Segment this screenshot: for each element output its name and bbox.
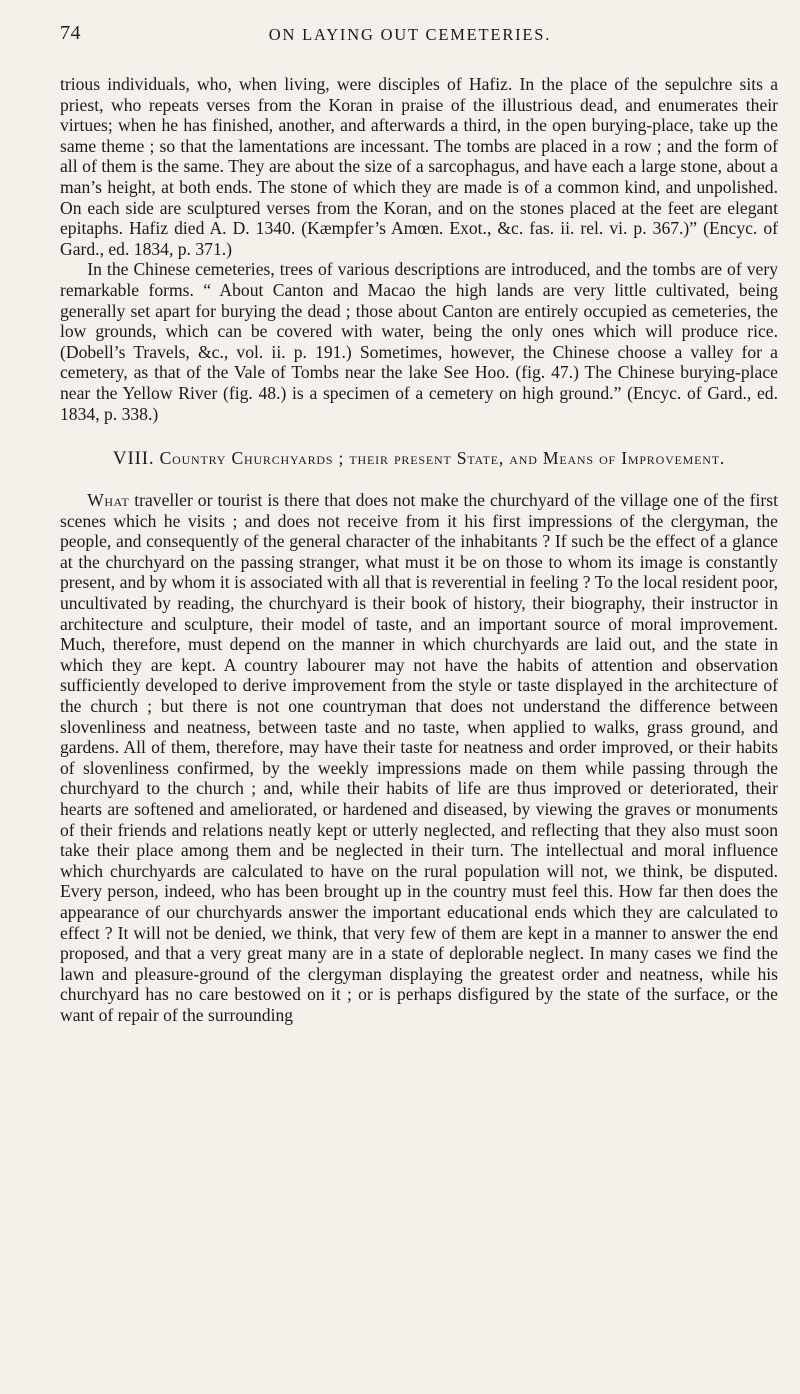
page-number: 74 [60,22,81,44]
running-title: ON LAYING OUT CEMETERIES. [268,25,552,44]
churchyard-paragraph [60,490,778,1025]
chinese-cemeteries-paragraph: In the Chinese cemeteries, trees of various descriptions are introduced, and the tombs are of very remarkable forms. “ About Canton and Macao the high lands are very little cultivated, being generally set apart for burying the dead ; those about Canton are entirely occupied as cemeteries, the low grounds, which can be covered with water, being the only ones which will produce rice. (Dobell’s Travels, &c., vol. ii. p. 191.) Sometimes, however, the Chinese choose a valley for a cemetery, as that of the Vale of Tombs near the lake See Hoo. (fig. 47.) The Chinese burying-place near the Yellow River (fig. 48.) is a specimen of a cemetery on high ground.” (Encyc. of Gard., ed. 1834, p. 338.) [60,259,778,424]
section-heading [60,448,778,469]
churchyard-paragraph-text: traveller or tourist is there that does not make the churchyard of the village one of the first scenes which he visits ; and does not receive from it his first impressions of the clergyman, the people, and consequently of the general character of the inhabitants ? If such be the effect of a glance at the churchyard on the passing stranger, what must it be on those to whom its image is constantly present, and by whom it is associated with all that is reverential in feeling ? To the local resident poor, uncultivated by reading, the churchyard is their book of history, their biography, their instructor in architecture and sculpture, their model of taste, and an important source of moral improvement. Much, therefore, must depend on the manner in which churchyards are laid out, and the state in which they are kept. A country labourer may not have the habits of attention and observation sufficiently developed to derive improvement from the style or taste displayed in the architecture of the church ; but there is not one countryman that does not understand the difference between slovenliness and neatness, between taste and no taste, when applied to walks, grass ground, and gardens. All of them, therefore, may have their taste for neatness and order improved, or their habits of slovenliness confirmed, by the weekly impressions made on them while passing through the churchyard to the church ; and, while their habits of life are thus improved or deteriorated, their hearts are softened and ameliorated, or hardened and diseased, by viewing the graves or monuments of their friends and relations neatly kept or utterly neglected, and reflecting that they also must soon take their place among them and be neglected in their turn. The intellectual and moral influence which churchyards are calculated to have on the rural population will not, we think, be disputed. Every person, indeed, who has been brought up in the country must feel this. How far then does the appearance of our churchyards answer the important educational ends which they are calculated to effect ? It will not be denied, we think, that very few of them are kept in a manner to answer the end proposed, and that a very great many are in a state of deplorable neglect. In many cases we find the lawn and pleasure-ground of the clergyman displaying the greatest order and neatness, while his churchyard has no care bestowed on it ; or is perhaps disfigured by the state of the surface, or the want of repair of the surrounding [60,490,778,1025]
section-title: Country Churchyards ; their present State, and Means of Improvement. [159,448,726,469]
section-numeral: VIII. [112,448,155,470]
body-text [60,74,778,1026]
section-body [60,490,778,1025]
running-head [60,22,760,52]
lead-word: What [87,490,130,511]
continued-paragraph: trious individuals, who, when living, were disciples of Hafiz. In the place of the sepulchre sits a priest, who repeats verses from the Koran in praise of the illustrious dead, and enumerates their virtues; when he has finished, another, and afterwards a third, in the open burying-place, take up the same theme ; so that the lamentations are incessant. The tombs are placed in a row ; and the form of all of them is the same. They are about the size of a sarcophagus, and have each a large stone, about a man’s height, at both ends. The stone of which they are made is of a common kind, and unpolished. On each side are sculptured verses from the Koran, and on the stones placed at the feet are elegant epitaphs. Hafiz died A. D. 1340. (Kæmpfer’s Amœn. Exot., &c. fas. ii. rel. vi. p. 367.)” (Encyc. of Gard., ed. 1834, p. 371.) [60,74,778,259]
